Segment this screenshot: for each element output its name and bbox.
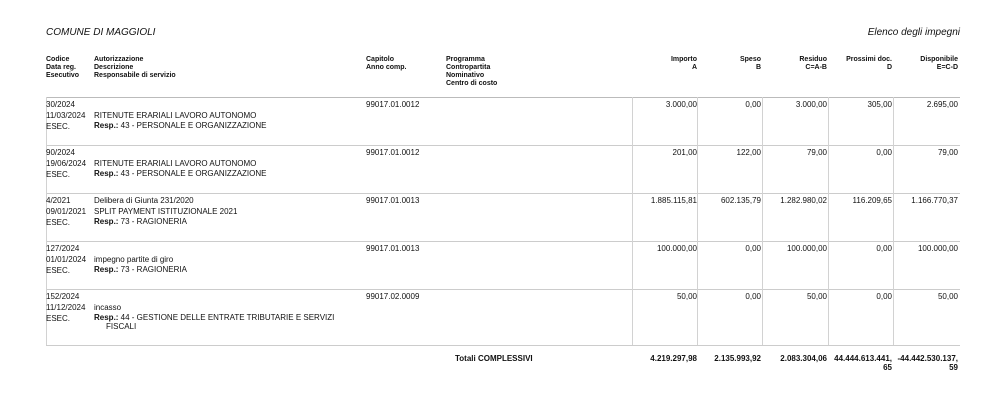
col-autorizzazione-header: Autorizzazione Descrizione Responsabile di servizio xyxy=(94,56,176,79)
table-bottom-divider xyxy=(46,345,960,346)
totals-residuo: 2.083.304,06 xyxy=(780,354,827,363)
speso-value: 122,00 xyxy=(736,148,761,157)
impegno-code: 4/2021 xyxy=(46,196,71,205)
importo-value: 50,00 xyxy=(676,292,697,301)
header-divider xyxy=(46,97,960,98)
col-programma-header: Programma Contropartita Nominativo Centro di costo xyxy=(446,56,498,87)
totals-label: Totali COMPLESSIVI xyxy=(455,354,533,363)
resp-label: Resp.: xyxy=(94,121,119,130)
resp-label: Resp.: xyxy=(94,265,119,274)
responsabile xyxy=(94,265,187,275)
esecutivo: ESEC. xyxy=(46,266,71,275)
impegno-code: 30/2024 xyxy=(46,100,75,109)
responsabile xyxy=(94,169,266,179)
disponibile-value: 79,00 xyxy=(937,148,958,157)
esecutivo: ESEC. xyxy=(46,218,71,227)
descrizione: incasso xyxy=(94,303,122,312)
resp-value: 73 - RAGIONERIA xyxy=(118,217,187,226)
responsabile xyxy=(94,217,187,227)
descrizione: RITENUTE ERARIALI LAVORO AUTONOMO xyxy=(94,111,257,120)
row-divider xyxy=(46,193,960,194)
capitolo: 99017.02.0009 xyxy=(366,292,420,301)
ente-title: COMUNE DI MAGGIOLI xyxy=(46,27,156,38)
totals-prossimi: 44.444.613.441, 65 xyxy=(834,354,892,372)
prossimi-value: 0,00 xyxy=(876,292,892,301)
speso-value: 0,00 xyxy=(745,244,761,253)
col-speso-header: Speso B xyxy=(739,56,761,71)
esecutivo: ESEC. xyxy=(46,314,71,323)
resp-value: 73 - RAGIONERIA xyxy=(118,265,187,274)
col-disponibile-header: Disponibile E=C-D xyxy=(920,56,958,71)
row-divider xyxy=(46,289,960,290)
capitolo: 99017.01.0012 xyxy=(366,148,420,157)
impegno-code: 90/2024 xyxy=(46,148,75,157)
report-title: Elenco degli impegni xyxy=(867,27,960,38)
col-line xyxy=(762,97,763,345)
col-line xyxy=(828,97,829,345)
resp-label: Resp.: xyxy=(94,217,119,226)
speso-value: 602.135,79 xyxy=(720,196,761,205)
resp-value: 43 - PERSONALE E ORGANIZZAZIONE xyxy=(118,169,267,178)
resp-label: Resp.: xyxy=(94,313,119,322)
importo-value: 100.000,00 xyxy=(656,244,697,253)
reg-date: 11/03/2024 xyxy=(46,111,86,120)
col-line xyxy=(632,97,633,345)
capitolo: 99017.01.0013 xyxy=(366,196,420,205)
residuo-value: 100.000,00 xyxy=(786,244,827,253)
totals-speso: 2.135.993,92 xyxy=(714,354,761,363)
residuo-value: 3.000,00 xyxy=(795,100,827,109)
reg-date: 19/06/2024 xyxy=(46,159,87,168)
residuo-value: 50,00 xyxy=(806,292,827,301)
capitolo: 99017.01.0012 xyxy=(366,100,420,109)
col-codice-header: Codice Data reg. Esecutivo xyxy=(46,56,80,79)
reg-date: 01/01/2024 xyxy=(46,255,87,264)
autorizzazione: Delibera di Giunta 231/2020 xyxy=(94,196,194,205)
disponibile-value: 2.695,00 xyxy=(926,100,958,109)
capitolo: 99017.01.0013 xyxy=(366,244,420,253)
importo-value: 1.885.115,81 xyxy=(650,196,697,205)
prossimi-value: 305,00 xyxy=(867,100,892,109)
col-prossimi-header: Prossimi doc. D xyxy=(846,56,892,71)
esecutivo: ESEC. xyxy=(46,122,71,131)
impegno-code: 152/2024 xyxy=(46,292,80,301)
resp-value: 43 - PERSONALE E ORGANIZZAZIONE xyxy=(118,121,267,130)
residuo-value: 79,00 xyxy=(806,148,827,157)
reg-date: 09/01/2021 xyxy=(46,207,87,216)
importo-value: 3.000,00 xyxy=(665,100,697,109)
descrizione: RITENUTE ERARIALI LAVORO AUTONOMO xyxy=(94,159,257,168)
col-line xyxy=(893,97,894,345)
speso-value: 0,00 xyxy=(745,292,761,301)
esecutivo: ESEC. xyxy=(46,170,71,179)
residuo-value: 1.282.980,02 xyxy=(780,196,827,205)
disponibile-value: 1.166.770,37 xyxy=(911,196,958,205)
resp-value: 44 - GESTIONE DELLE ENTRATE TRIBUTARIE E SERVIZI xyxy=(118,313,335,322)
importo-value: 201,00 xyxy=(672,148,697,157)
prossimi-value: 116.209,65 xyxy=(852,196,892,205)
totals-disponibile: -44.442.530.137, 59 xyxy=(897,354,958,372)
prossimi-value: 0,00 xyxy=(876,148,892,157)
col-importo-header: Importo A xyxy=(670,56,697,71)
resp-label: Resp.: xyxy=(94,169,119,178)
descrizione: impegno partite di giro xyxy=(94,255,174,264)
responsabile xyxy=(94,121,266,131)
descrizione: SPLIT PAYMENT ISTITUZIONALE 2021 xyxy=(94,207,238,216)
disponibile-value: 50,00 xyxy=(937,292,958,301)
speso-value: 0,00 xyxy=(745,100,761,109)
row-divider xyxy=(46,145,960,146)
impegno-code: 127/2024 xyxy=(46,244,80,253)
col-residuo-header: Residuo C=A-B xyxy=(799,56,827,71)
totals-importo: 4.219.297,98 xyxy=(650,354,697,363)
reg-date: 11/12/2024 xyxy=(46,303,86,312)
col-line xyxy=(697,97,698,345)
disponibile-value: 100.000,00 xyxy=(917,244,958,253)
row-divider xyxy=(46,241,960,242)
col-capitolo-header: Capitolo Anno comp. xyxy=(366,56,407,71)
responsabile-cont: FISCALI xyxy=(106,322,137,331)
prossimi-value: 0,00 xyxy=(876,244,892,253)
